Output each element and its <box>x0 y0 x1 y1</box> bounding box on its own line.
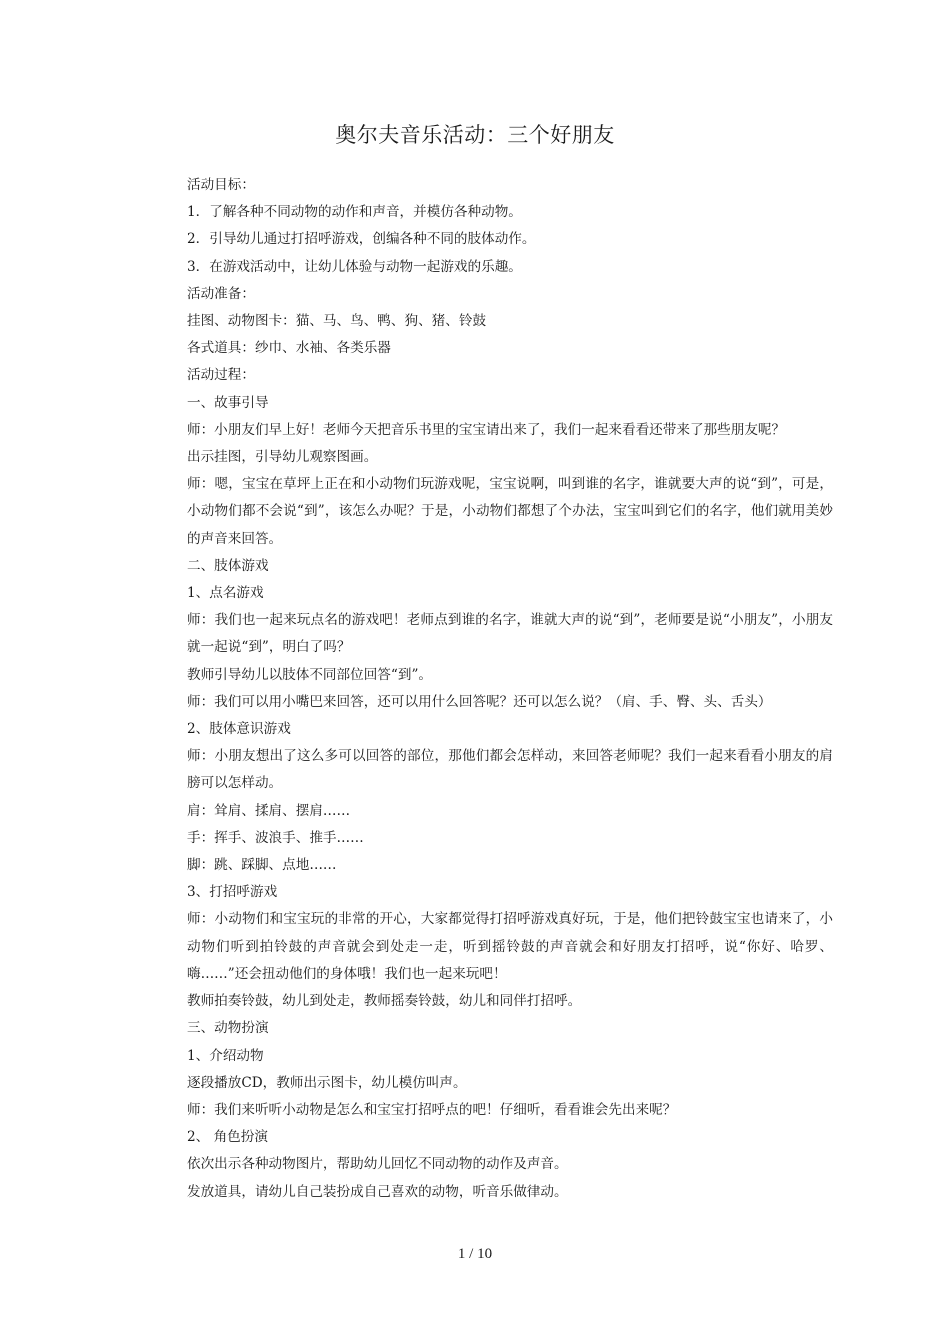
paragraph: 师：我们来听听小动物是怎么和宝宝打招呼点的吧！仔细听，看看谁会先出来呢？ <box>187 1101 677 1118</box>
paragraph: 逐段播放CD，教师出示图卡，幼儿模仿叫声。 <box>187 1074 467 1091</box>
paragraph: 发放道具，请幼儿自己装扮成自己喜欢的动物，听音乐做律动。 <box>187 1183 568 1200</box>
list-item: 脚：跳、踩脚、点地…… <box>187 857 337 874</box>
paragraph: 师：我们可以用小嘴巴来回答，还可以用什么回答呢？还可以怎么说？（肩、手、臀、头、舌头） <box>187 693 772 710</box>
section-heading-process: 活动过程： <box>187 367 255 384</box>
sub-heading: 1、点名游戏 <box>187 585 264 602</box>
page-number: 1 / 10 <box>457 1246 493 1262</box>
goal-item-2: 2．引导幼儿通过打招呼游戏，创编各种不同的肢体动作。 <box>187 231 536 248</box>
list-item: 手：挥手、波浪手、推手…… <box>187 829 364 846</box>
paragraph: 师：小朋友们早上好！老师今天把音乐书里的宝宝请出来了，我们一起来看看还带来了那些朋友呢？ <box>187 421 786 438</box>
document-title: 奥尔夫音乐活动：三个好朋友 <box>335 123 615 147</box>
goal-item-1: 1．了解各种不同动物的动作和声音，并模仿各种动物。 <box>187 204 522 221</box>
part-heading-3: 三、动物扮演 <box>187 1020 269 1037</box>
goal-item-3: 3．在游戏活动中，让幼儿体验与动物一起游戏的乐趣。 <box>187 258 522 275</box>
paragraph: 教师引导幼儿以肢体不同部位回答“到”。 <box>187 666 432 683</box>
paragraph: 师：嗯，宝宝在草坪上正在和小动物们玩游戏呢，宝宝说啊，叫到谁的名字，谁就要大声的说“到”，可是，小动物们都不会说“到”，该怎么办呢？于是，小动物们都想了个办法，宝宝叫到它们的名字，他们就用美妙的声音来回答。 <box>187 476 833 547</box>
preparation-item-2: 各式道具：纱巾、水袖、各类乐器 <box>187 340 391 357</box>
paragraph: 师：我们也一起来玩点名的游戏吧！老师点到谁的名字，谁就大声的说“到”，老师要是说“小朋友”，小朋友就一起说“到”，明白了吗？ <box>187 612 833 656</box>
paragraph: 师：小动物们和宝宝玩的非常的开心，大家都觉得打招呼游戏真好玩，于是，他们把铃鼓宝宝也请来了，小动物们听到拍铃鼓的声音就会到处走一走，听到摇铃鼓的声音就会和好朋友打招呼，说“你好、哈罗、嗨……”还会扭动他们的身体哦！我们也一起来玩吧！ <box>187 911 833 982</box>
paragraph: 师：小朋友想出了这么多可以回答的部位，那他们都会怎样动，来回答老师呢？我们一起来看看小朋友的肩膀可以怎样动。 <box>187 748 833 792</box>
paragraph: 出示挂图，引导幼儿观察图画。 <box>187 449 378 466</box>
sub-heading: 2、肢体意识游戏 <box>187 721 291 738</box>
list-item: 肩：耸肩、揉肩、摆肩…… <box>187 802 351 819</box>
document-body <box>187 172 833 1206</box>
sub-heading: 2、 角色扮演 <box>187 1129 268 1146</box>
paragraph: 教师拍奏铃鼓，幼儿到处走，教师摇奏铃鼓，幼儿和同伴打招呼。 <box>187 993 582 1010</box>
part-heading-1: 一、故事引导 <box>187 394 269 411</box>
sub-heading: 1、介绍动物 <box>187 1047 264 1064</box>
part-heading-2: 二、肢体游戏 <box>187 557 269 574</box>
preparation-item-1: 挂图、动物图卡：猫、马、鸟、鸭、狗、猪、铃鼓 <box>187 313 487 330</box>
sub-heading: 3、打招呼游戏 <box>187 884 278 901</box>
paragraph: 依次出示各种动物图片，帮助幼儿回忆不同动物的动作及声音。 <box>187 1156 568 1173</box>
section-heading-preparation: 活动准备： <box>187 285 255 302</box>
section-heading-goals: 活动目标： <box>187 177 255 193</box>
